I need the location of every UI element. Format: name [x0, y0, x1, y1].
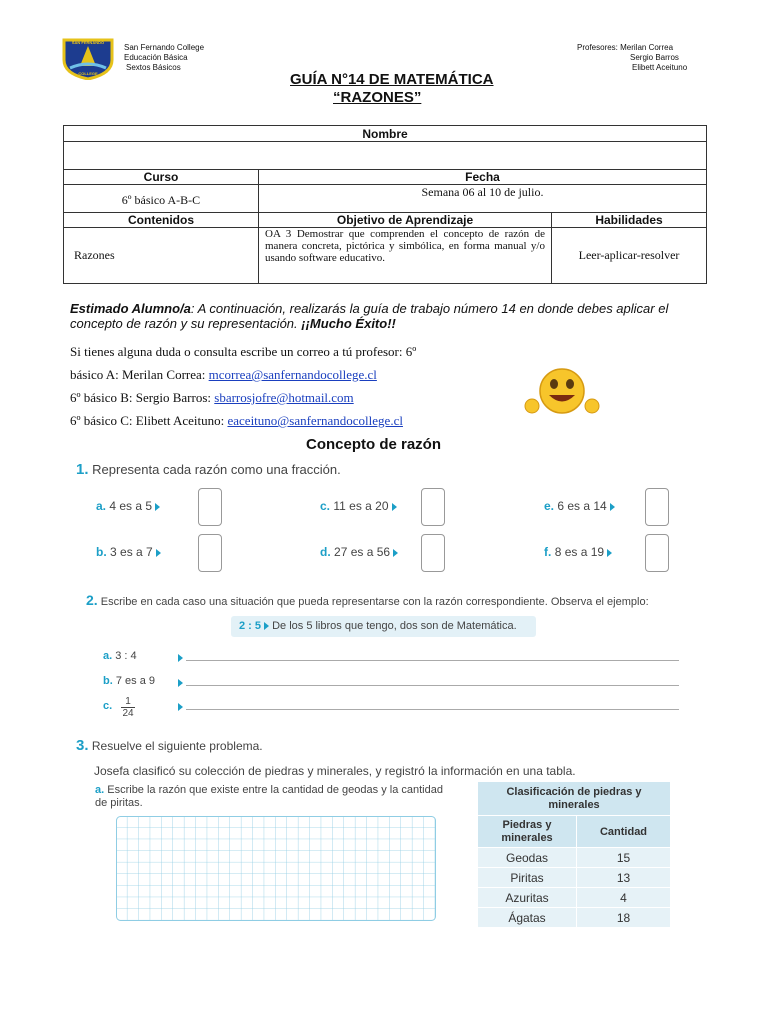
q1-item-e: [544, 499, 615, 513]
objetivo-value: OA 3 Demostrar que comprenden el concepto de razón de manera concreta, pictórica y simbólica, en forma manual y/o usando software educativo.: [259, 228, 552, 284]
objetivo-header: Objetivo de Aprendizaje: [259, 213, 552, 228]
contact-a: [70, 367, 377, 383]
example-box: [231, 616, 536, 637]
q3-text-a: Escribe la razón que existe entre la cantidad de geodas y la cantidad de piritas.: [95, 784, 443, 809]
q2-fraction-c: [121, 696, 135, 719]
logo-text-bottom: COLLEGE: [78, 71, 98, 76]
teacher-2: Sergio Barros: [630, 53, 679, 62]
habilidades-value: Leer-aplicar-resolver: [552, 228, 707, 284]
q1-text-f: 8 es a 19: [554, 545, 605, 559]
fraction-denominator: 24: [122, 708, 134, 719]
minerals-col-name: Piedras y minerales: [478, 816, 577, 848]
q1-number: 1.: [76, 461, 89, 478]
contact-c: [70, 413, 403, 429]
q3-letter-a: a.: [95, 784, 105, 796]
q1-text-e: 6 es a 14: [557, 499, 607, 513]
q2-text: Escribe en cada caso una situación que pueda representarse con la razón correspondiente. Observa el ejemplo:: [100, 596, 649, 608]
q3-problem: Josefa clasificó su colección de piedras y minerales, y registró la información en una tabla.: [94, 764, 576, 778]
q1-item-a: [96, 499, 160, 513]
logo-text-top: SAN FERNANDO: [71, 40, 105, 45]
answer-box-f[interactable]: [645, 534, 669, 572]
q3-text: Resuelve el siguiente problema.: [91, 739, 263, 753]
q3-number: 3.: [76, 737, 89, 754]
answer-line-b[interactable]: [186, 685, 679, 686]
mineral-qty: 13: [577, 868, 671, 888]
intro-exito: ¡¡Mucho Éxito!!: [301, 316, 396, 331]
example-ratio: 2 : 5: [239, 620, 262, 632]
mineral-name: Piritas: [478, 868, 577, 888]
answer-box-b[interactable]: [198, 534, 222, 572]
q1-text-b: 3 es a 7: [110, 545, 153, 559]
contact-b-label: 6º básico B: Sergio Barros:: [70, 390, 215, 405]
q3-header: [76, 737, 263, 754]
contenidos-header: Contenidos: [64, 213, 259, 228]
contact-a-label: básico A: Merilan Correa:: [70, 367, 209, 382]
fecha-header: Fecha: [259, 170, 707, 185]
q2-item-a: [103, 650, 137, 662]
fecha-value: Semana 06 al 10 de julio.: [259, 185, 707, 213]
minerals-table: [477, 781, 671, 928]
q1-letter-e: e.: [544, 499, 555, 513]
answer-box-a[interactable]: [198, 488, 222, 526]
mineral-qty: 15: [577, 848, 671, 868]
habilidades-header: Habilidades: [552, 213, 707, 228]
q2-letter-b: b.: [103, 675, 113, 687]
nombre-field[interactable]: [64, 142, 707, 170]
q1-letter-a: a.: [96, 499, 107, 513]
q1-item-b: [96, 545, 161, 559]
q2-header: [86, 592, 649, 608]
email-link-b[interactable]: sbarrosjofre@hotmail.com: [214, 390, 354, 405]
teacher-3: Elibett Aceituno: [632, 63, 688, 72]
page-subtitle: “RAZONES”: [333, 89, 422, 106]
q1-letter-d: d.: [320, 545, 331, 559]
school-info: [124, 43, 204, 73]
q2-number: 2.: [86, 592, 98, 608]
thumbs-up-smiley-icon: [522, 364, 602, 420]
q1-text-c: 11 es a 20: [333, 499, 389, 513]
curso-value: 6º básico A-B-C: [64, 185, 259, 213]
q2-letter-c: c.: [103, 700, 113, 712]
nombre-header: Nombre: [64, 126, 707, 142]
answer-box-d[interactable]: [421, 534, 445, 572]
minerals-table-title: Clasificación de piedras y minerales: [478, 782, 671, 816]
contact-c-label: 6º básico C: Elibett Aceituno:: [70, 413, 228, 428]
answer-box-e[interactable]: [645, 488, 669, 526]
q2-item-b: [103, 675, 155, 687]
mineral-name: Azuritas: [478, 888, 577, 908]
section-title: Concepto de razón: [306, 436, 442, 453]
q3-item-a: [95, 784, 445, 810]
q2-letter-a: a.: [103, 650, 113, 662]
q1-text: Representa cada razón como una fracción.: [92, 462, 341, 477]
email-link-c[interactable]: eaceituno@sanfernandocollege.cl: [227, 413, 403, 428]
q2-item-c: [103, 700, 112, 712]
contenidos-value: Razones: [64, 228, 259, 284]
school-grade: Sextos Básicos: [126, 63, 181, 72]
mineral-name: Geodas: [478, 848, 577, 868]
curso-header: Curso: [64, 170, 259, 185]
q1-letter-c: c.: [320, 499, 331, 513]
intro-bold: Estimado Alumno/a: [70, 301, 191, 316]
q1-item-c: [320, 499, 397, 513]
intro-text: : A continuación, realizarás la guía de trabajo número 14 en donde debes aplicar el concepto de razón y su representación.: [70, 301, 669, 331]
minerals-col-qty: Cantidad: [577, 816, 671, 848]
q1-text-a: 4 es a 5: [109, 499, 153, 513]
q1-header: [76, 461, 341, 478]
contact-line1: Si tienes alguna duda o consulta escribe un correo a tú profesor: 6º: [70, 344, 417, 359]
mineral-qty: 18: [577, 908, 671, 928]
q2-arrow-b: [178, 679, 183, 687]
page-title: GUÍA N°14 DE MATEMÁTICA: [290, 71, 494, 88]
mineral-name: Ágatas: [478, 908, 577, 928]
q2-text-b: 7 es a 9: [115, 675, 155, 687]
school-level: Educación Básica: [124, 53, 188, 62]
q2-arrow-c: [178, 703, 183, 711]
info-table: [63, 125, 707, 284]
answer-box-c[interactable]: [421, 488, 445, 526]
q2-text-a: 3 : 4: [115, 650, 137, 662]
email-link-a[interactable]: mcorrea@sanfernandocollege.cl: [208, 367, 377, 382]
q1-text-d: 27 es a 56: [334, 545, 391, 559]
q2-arrow-a: [178, 654, 183, 662]
contact-b: [70, 390, 354, 406]
example-text: De los 5 libros que tengo, dos son de Matemática.: [272, 620, 517, 632]
q1-item-d: [320, 545, 398, 559]
q1-letter-f: f.: [544, 545, 552, 559]
answer-grid[interactable]: [116, 816, 436, 921]
mineral-qty: 4: [577, 888, 671, 908]
answer-line-c[interactable]: [186, 709, 679, 710]
fraction-numerator: 1: [121, 696, 135, 708]
teachers-label: Profesores: Merilan Correa: [577, 43, 674, 52]
intro-paragraph: [70, 301, 710, 331]
q1-letter-b: b.: [96, 545, 107, 559]
school-logo: [60, 36, 116, 80]
school-name: San Fernando College: [124, 43, 205, 52]
answer-line-a[interactable]: [186, 660, 679, 661]
q1-item-f: [544, 545, 612, 559]
